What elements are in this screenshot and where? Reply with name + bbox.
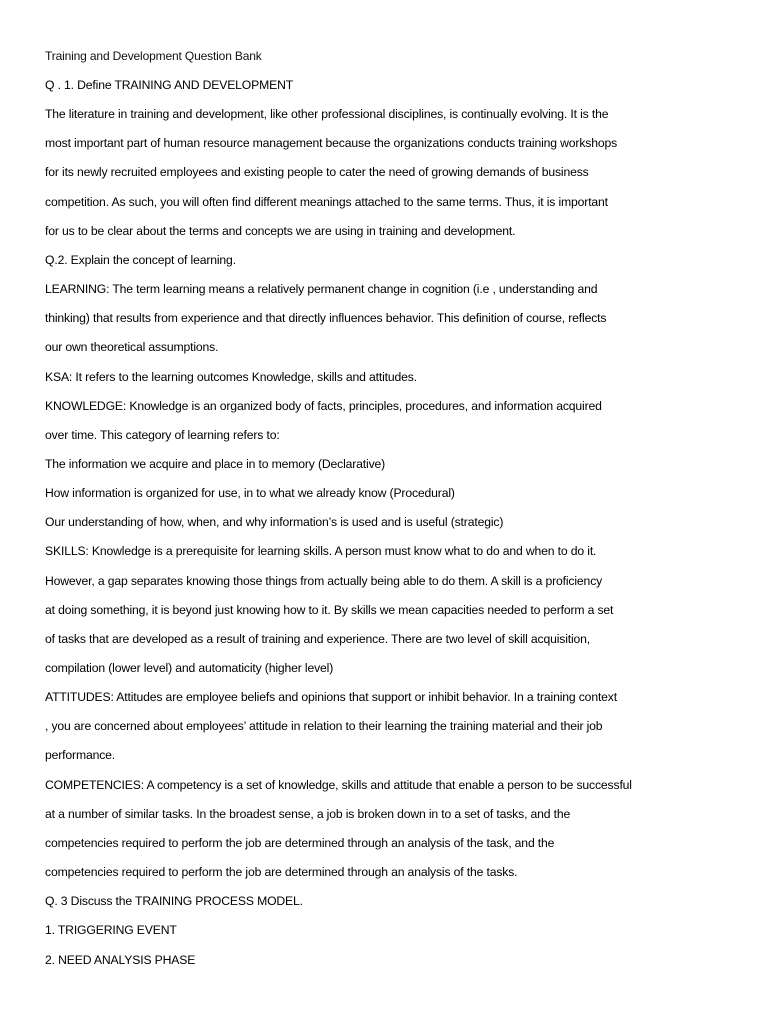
document-line: compilation (lower level) and automaticity (higher level) [45, 661, 334, 675]
document-line: LEARNING: The term learning means a relatively permanent change in cognition (i.e , understanding and [45, 282, 598, 296]
document-line: for its newly recruited employees and existing people to cater the need of growing demands of business [45, 165, 589, 180]
document-line: most important part of human resource management because the organizations conducts training workshops [45, 136, 618, 151]
document-title: Training and Development Question Bank [45, 49, 262, 63]
document-line: ATTITUDES: Attitudes are employee beliefs and opinions that support or inhibit behavior. In a training context [45, 690, 617, 705]
document-line: However, a gap separates knowing those things from actually being able to do them. A skill is a proficiency [45, 573, 603, 588]
document-line: at doing something, it is beyond just knowing how to it. By skills we mean capacities needed to perform a set [45, 602, 614, 617]
document-line: Q.2. Explain the concept of learning. [45, 252, 236, 267]
document-line: The literature in training and development, like other professional disciplines, is continually evolving. It is the [45, 107, 609, 122]
document-line: our own theoretical assumptions. [45, 340, 219, 355]
document-line: of tasks that are developed as a result of training and experience. There are two level of skill acquisition, [45, 631, 591, 646]
document-line: competencies required to perform the job are determined through an analysis of the task, and the [45, 835, 555, 850]
document-line: 1. TRIGGERING EVENT [45, 923, 177, 938]
document-line: COMPETENCIES: A competency is a set of knowledge, skills and attitude that enable a person to be successful [45, 777, 632, 792]
document-line: for us to be clear about the terms and concepts we are using in training and development. [45, 223, 516, 238]
document-line: KNOWLEDGE: Knowledge is an organized body of facts, principles, procedures, and information acquired [45, 398, 602, 413]
document-line: Q . 1. Define TRAINING AND DEVELOPMENT [45, 78, 294, 92]
document-line: thinking) that results from experience and that directly influences behavior. This definition of course, reflects [45, 311, 607, 326]
document-line: 2. NEED ANALYSIS PHASE [45, 952, 196, 967]
document-line: Our understanding of how, when, and why information’s is used and is useful (strategic) [45, 515, 504, 530]
document-line: over time. This category of learning refers to: [45, 427, 280, 442]
document-line: performance. [45, 748, 116, 763]
document-line: The information we acquire and place in to memory (Declarative) [45, 456, 386, 471]
document-line: at a number of similar tasks. In the broadest sense, a job is broken down in to a set of tasks, and the [45, 806, 571, 821]
document-line: Q. 3 Discuss the TRAINING PROCESS MODEL. [45, 894, 303, 909]
document-line: SKILLS: Knowledge is a prerequisite for learning skills. A person must know what to do and when to do it. [45, 544, 597, 559]
document-line: How information is organized for use, in to what we already know (Procedural) [45, 486, 455, 501]
document-line: competition. As such, you will often find different meanings attached to the same terms. Thus, it is important [45, 194, 608, 209]
document-line: competencies required to perform the job are determined through an analysis of the tasks. [45, 865, 518, 879]
document-line: , you are concerned about employees’ attitude in relation to their learning the training material and their job [45, 719, 603, 734]
document-line: KSA: It refers to the learning outcomes Knowledge, skills and attitudes. [45, 369, 417, 384]
